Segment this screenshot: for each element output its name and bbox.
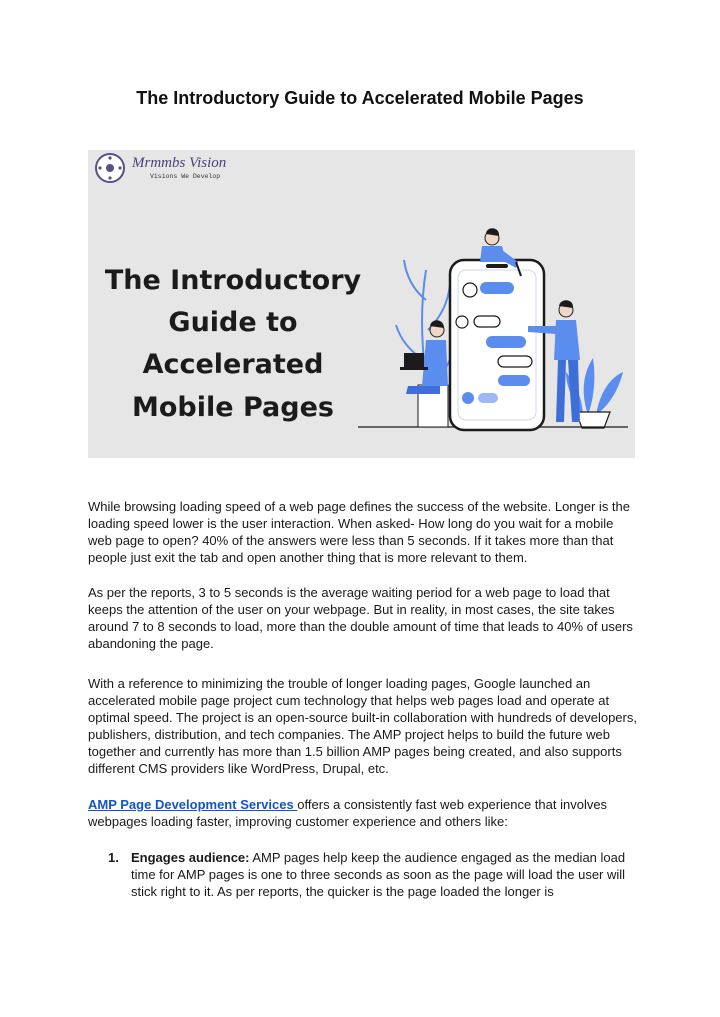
hero-headline-line-1: The Introductory bbox=[104, 265, 362, 296]
paragraph-1: While browsing loading speed of a web page defines the success of the website. Longer is the loading speed lower is the user interaction. When asked- How long do you wait for a mobile web page to open? 40% of the answers were less than 5 seconds. If it takes more than that people just exit the tab and open another thing that is more relevant to them. bbox=[88, 499, 631, 565]
numbered-list bbox=[108, 849, 628, 900]
amp-services-link[interactable]: AMP Page Development Services bbox=[88, 797, 298, 812]
brand-name: Mrmmbs Vision bbox=[132, 155, 227, 171]
document-title: The Introductory Guide to Accelerated Mobile Pages bbox=[136, 88, 584, 108]
plant-pot-icon bbox=[576, 412, 610, 428]
brand-logo-icon bbox=[96, 154, 124, 182]
paragraph-4 bbox=[88, 796, 638, 830]
person-laptop-icon bbox=[400, 320, 448, 427]
list-item-text: AMP pages help keep the audience engaged as the median load time for AMP pages is one to three seconds as soon as the page will load the user will stick right to it. As per reports, the quicker is the page loaded the longer is bbox=[131, 850, 626, 899]
hero-headline-line-2: Guide to bbox=[168, 307, 298, 338]
hero-illustration bbox=[88, 150, 635, 458]
paragraph-4-text: offers a consistently fast web experience that involves webpages loading faster, improving customer experience and others like: bbox=[88, 797, 608, 829]
brand-tagline: Visions We Develop bbox=[150, 173, 221, 180]
paragraph-3: With a reference to minimizing the trouble of longer loading pages, Google launched an accelerated mobile page project cum technology that helps web pages load and operate at optimal speed. The project is an open-source built-in collaboration with hundreds of developers, publishers, distribution, and tech companies. The AMP project helps to build the future web together and currently has more than 1.5 billion AMP pages being created, and also supports different CMS providers like WordPress, Drupal, etc. bbox=[88, 676, 637, 776]
list-item-number: 1. bbox=[108, 850, 119, 865]
paragraph-2: As per the reports, 3 to 5 seconds is the average waiting period for a web page to load that keeps the attention of the user on your webpage. But in reality, in most cases, the site takes around 7 to 8 seconds to load, more than the double amount of time that leads to 40% of users abandoning the page. bbox=[88, 585, 633, 651]
hero-headline-line-4: Mobile Pages bbox=[132, 392, 334, 423]
list-item-heading: Engages audience: bbox=[131, 850, 250, 865]
hero-headline-line-3: Accelerated bbox=[142, 349, 324, 380]
list-item bbox=[108, 849, 628, 900]
hero-banner-image bbox=[88, 150, 635, 458]
